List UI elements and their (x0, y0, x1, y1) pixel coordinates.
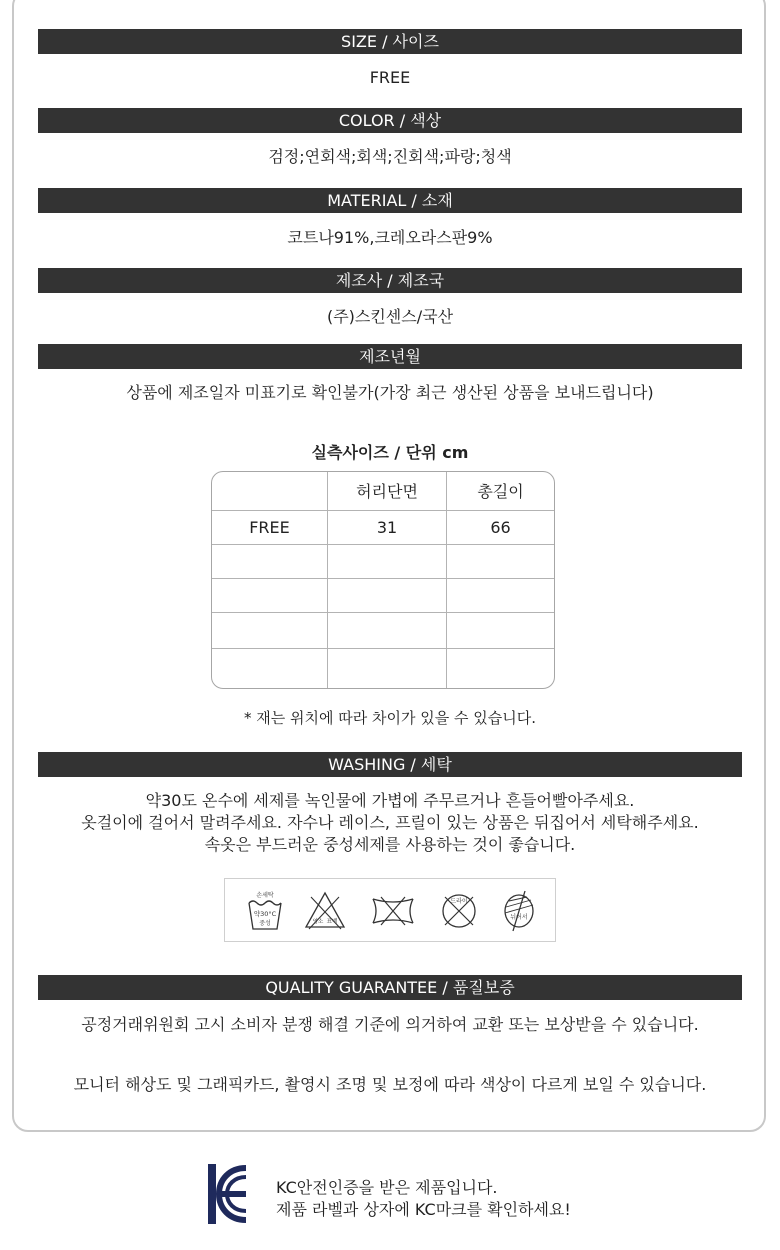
svg-text:손세탁: 손세탁 (256, 892, 274, 899)
table-cell (447, 544, 555, 578)
table-header-cell (212, 472, 328, 510)
table-row (212, 510, 554, 544)
svg-text:중성: 중성 (259, 920, 271, 927)
table-cell (447, 612, 555, 648)
size-value: FREE (369, 68, 411, 87)
size-heading: SIZE / 사이즈 (38, 29, 742, 54)
no-wring-icon (369, 889, 417, 933)
svg-text:염소: 염소 (312, 919, 324, 925)
manufacturer-heading: 제조사 / 제조국 (38, 268, 742, 293)
hand-wash-icon (245, 889, 285, 933)
table-cell (447, 648, 555, 688)
svg-text:뉘어서: 뉘어서 (510, 914, 528, 921)
color-heading: COLOR / 색상 (38, 108, 742, 133)
washing-line-3: 속옷은 부드러운 중성세제를 사용하는 것이 좋습니다. (204, 835, 576, 854)
kc-mark-logo (205, 1162, 249, 1226)
color-value: 검정;연회색;회색;진회색;파랑;청색 (268, 147, 512, 166)
table-cell (447, 578, 555, 612)
size-note: * 재는 위치에 따라 차이가 있을 수 있습니다. (244, 709, 536, 727)
table-cell (212, 578, 328, 612)
quality-line-1: 공정거래위원회 고시 소비자 분쟁 해결 기준에 의거하여 교환 또는 보상받을 수 있습니다. (81, 1015, 699, 1034)
flat-dry-icon (497, 889, 541, 933)
manufacturer-value: (주)스킨센스/국산 (326, 307, 454, 326)
table-cell (212, 544, 328, 578)
quality-heading: QUALITY GUARANTEE / 품질보증 (38, 975, 742, 1000)
table-cell: 66 (447, 510, 555, 544)
washing-heading: WASHING / 세탁 (38, 752, 742, 777)
mfg-date-heading: 제조년월 (38, 344, 742, 369)
svg-text:약30°C: 약30°C (253, 910, 277, 918)
table-cell (328, 578, 447, 612)
mfg-date-value: 상품에 제조일자 미표기로 확인불가(가장 최근 생산된 상품을 보내드립니다) (126, 383, 654, 402)
table-header-row (212, 472, 554, 510)
table-row (212, 544, 554, 578)
table-row (212, 612, 554, 648)
kc-line-2: 제품 라벨과 상자에 KC마크를 확인하세요! (276, 1200, 571, 1219)
size-table (211, 471, 555, 689)
table-cell (212, 612, 328, 648)
svg-text:표백: 표백 (326, 919, 338, 925)
no-dry-clean-icon (439, 889, 479, 933)
table-cell (328, 648, 447, 688)
material-heading: MATERIAL / 소재 (38, 188, 742, 213)
washing-line-1: 약30도 온수에 세제를 녹인물에 가볍에 주무르거나 흔들어빨아주세요. (145, 791, 635, 810)
table-cell: FREE (212, 510, 328, 544)
table-header-cell: 허리단면 (328, 472, 447, 510)
table-row (212, 578, 554, 612)
size-table-title: 실측사이즈 / 단위 cm (311, 443, 469, 462)
care-icons-box (224, 878, 556, 942)
table-cell: 31 (328, 510, 447, 544)
table-row (212, 648, 554, 688)
table-header-cell: 총길이 (447, 472, 555, 510)
no-bleach-icon (303, 889, 347, 933)
material-value: 코트나91%,크레오라스판9% (287, 228, 493, 247)
svg-text:드라이: 드라이 (450, 898, 468, 905)
table-cell (328, 612, 447, 648)
quality-line-2: 모니터 해상도 및 그래픽카드, 촬영시 조명 및 보정에 따라 색상이 다르게 보일 수 있습니다. (73, 1075, 707, 1094)
table-cell (212, 648, 328, 688)
kc-line-1: KC안전인증을 받은 제품입니다. (276, 1178, 498, 1197)
table-cell (328, 544, 447, 578)
washing-line-2: 옷걸이에 걸어서 말려주세요. 자수나 레이스, 프릴이 있는 상품은 뒤집어서 세탁해주세요. (81, 813, 699, 832)
